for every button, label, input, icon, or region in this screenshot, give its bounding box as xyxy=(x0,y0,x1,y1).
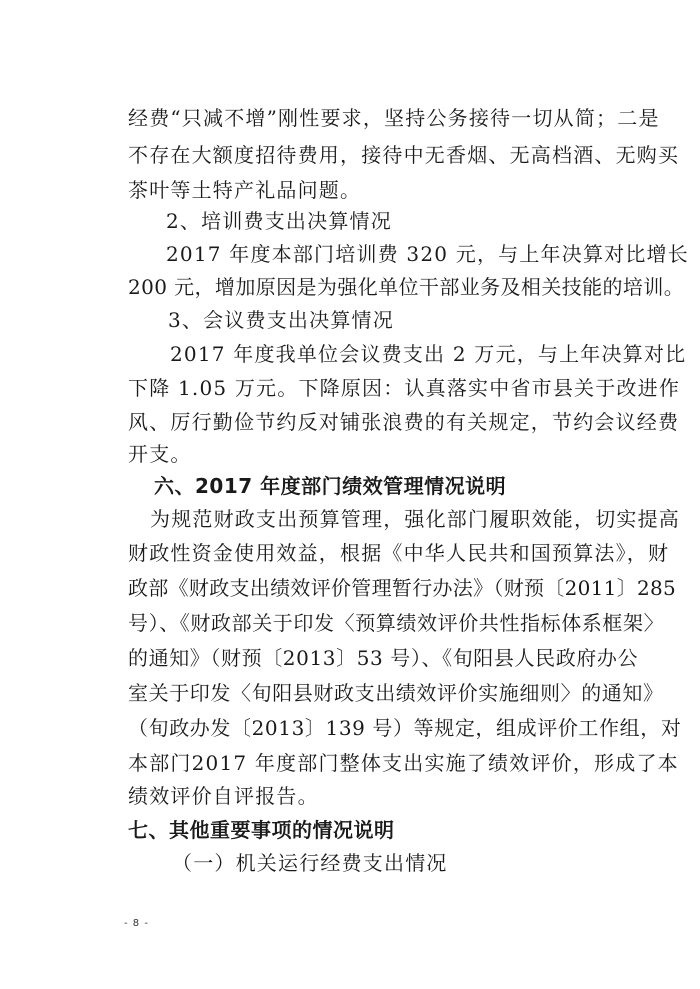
paragraph-line: 政部《财政支出绩效评价管理暂行办法》（财预〔2011〕285 xyxy=(128,576,677,600)
paragraph-line: 室关于印发〈旬阳县财政支出绩效评价实施细则〉的通知》 xyxy=(128,681,664,705)
section-heading-other-matters: 七、其他重要事项的情况说明 xyxy=(128,818,395,842)
paragraph-line: 不存在大额度招待费用，接待中无香烟、无高档酒、无购买 xyxy=(128,143,680,167)
subsection-title-training: 2、培训费支出决算情况 xyxy=(166,209,392,233)
paragraph-line: 开支。 xyxy=(128,442,192,466)
paragraph-line: 经费“只减不增”刚性要求，坚持公务接待一切从简；二是 xyxy=(128,106,660,130)
paragraph-line: 2017 年度本部门培训费 320 元，与上年决算对比增长 xyxy=(166,242,689,266)
section-heading-performance: 六、2017 年度部门绩效管理情况说明 xyxy=(154,474,507,498)
paragraph-line: 的通知》（财预〔2013〕53 号）、《旬阳县人民政府办公 xyxy=(128,646,639,670)
subsection-title-operating-expenses: （一）机关运行经费支出情况 xyxy=(172,851,448,875)
paragraph-line: 茶叶等土特产礼品问题。 xyxy=(128,178,362,202)
paragraph-line: 本部门2017 年度部门整体支出实施了绩效评价，形成了本 xyxy=(128,751,679,775)
subsection-title-meeting: 3、会议费支出决算情况 xyxy=(168,308,394,332)
paragraph-line: （旬政办发〔2013〕139 号）等规定，组成评价工作组，对 xyxy=(128,716,682,740)
paragraph-line: 绩效评价自评报告。 xyxy=(128,784,319,808)
paragraph-line: 为规范财政支出预算管理，强化部门履职效能，切实提高 xyxy=(150,507,680,531)
page-number: - 8 - xyxy=(124,918,149,929)
paragraph-line: 号）、《财政部关于印发〈预算绩效评价共性指标体系框架〉 xyxy=(128,611,665,635)
paragraph-line: 下降 1.05 万元。下降原因：认真落实中省市县关于改进作 xyxy=(128,376,681,400)
paragraph-line: 财政性资金使用效益，根据《中华人民共和国预算法》，财 xyxy=(128,541,670,565)
paragraph-line: 2017 年度我单位会议费支出 2 万元，与上年决算对比 xyxy=(170,342,687,366)
paragraph-line: 风、厉行勤俭节约反对铺张浪费的有关规定，节约会议经费 xyxy=(128,410,680,434)
paragraph-line: 200 元，增加原因是为强化单位干部业务及相关技能的培训。 xyxy=(128,275,685,299)
